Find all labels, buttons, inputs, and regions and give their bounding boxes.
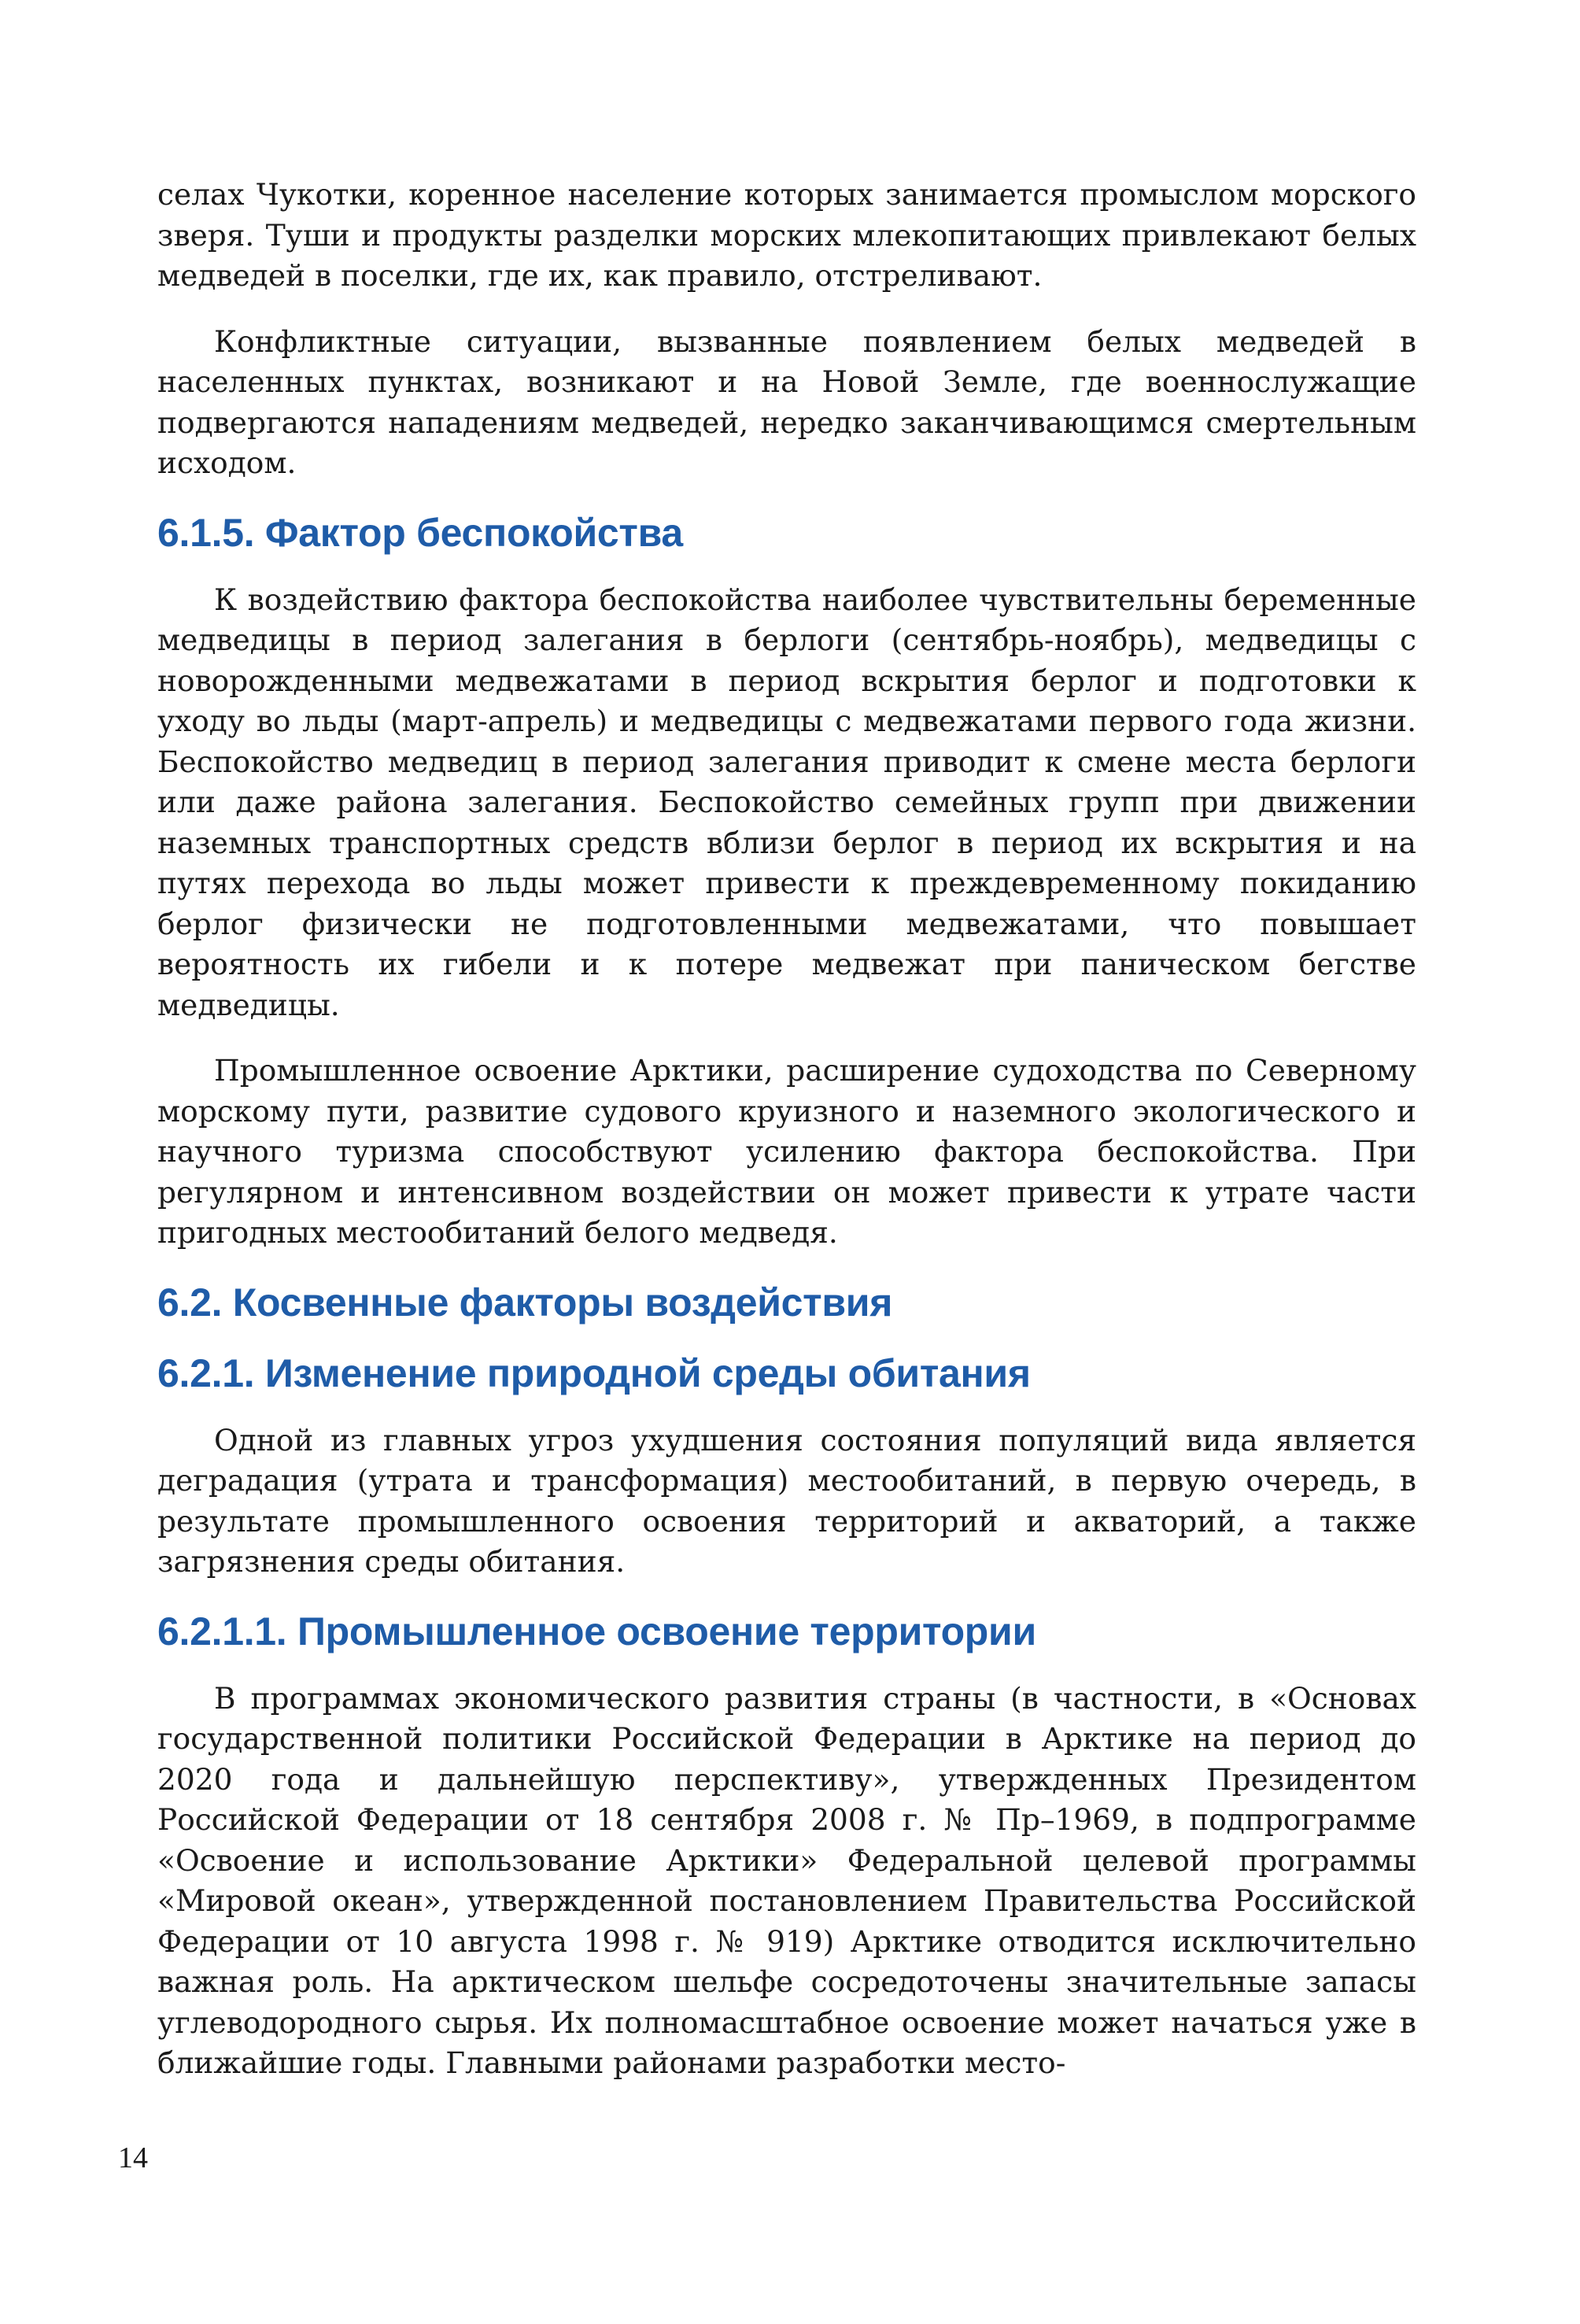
paragraph-habitat-degradation: Одной из главных угроз ухудшения состояния популяций вида является деградация (утрата и трансформация) местообитаний, в первую очередь, в результате промышленного освоения территорий и акваторий, а также загрязнения среды обитания. [157,1422,1416,1579]
paragraph-disturbance-factor: К воздействию фактора беспокойства наиболее чувствительны беременные медведицы в период залегания в берлоги (сентябрь-ноябрь), медведицы с новорожденными медвежатами в период вскрытия берлог и подготовки к уходу во льды (март-апрель) и медведицы с медвежатами первого года жизни. Беспокойство медведиц в период залегания приводит к смене места берлоги или даже района залегания. Беспокойство семейных групп при движении наземных транспортных средств вблизи берлог в период их вскрытия и на путях перехода во льды может привести к преждевременному покиданию берлог физически не подготовленными медвежатами, что повышает вероятность их гибели и к потере медвежат при паническом бегстве медведицы. [157,582,1416,1022]
heading-6-1-5: 6.1.5. Фактор беспокойства [157,510,683,555]
paragraph-economic-programs: В программах экономического развития страны (в частности, в «Основах государственной политики Российской Федерации в Арктике на период до 2020 года и дальнейшую перспективу», утвержденных Президентом Российской Федерации от 18 сентября 2008 г. № Пр–1969, в подпрограмме «Освоение и использование Арктики» Федеральной целевой программы «Мировой океан», утвержденной постановлением Правительства Российской Федерации от 10 августа 1998 г. № 919) Арктике отводится исключительно важная роль. На арктическом шельфе сосредоточены значительные запасы углеводородного сырья. Их полномасштабное освоение может начаться уже в ближайшие годы. Главными районами разработки место- [157,1680,1416,2080]
paragraph-conflict-situations: Конфликтные ситуации, вызванные появлением белых медведей в населенных пунктах, возникают и на Новой Земле, где военнослужащие подвергаются нападениям медведей, нередко заканчивающимся смертельным исходом. [157,323,1416,480]
heading-6-2: 6.2. Косвенные факторы воздействия [157,1280,893,1325]
heading-6-2-1: 6.2.1. Изменение природной среды обитания [157,1350,1031,1395]
page-number: 14 [118,2141,148,2174]
paragraph-continuation: селах Чукотки, коренное население которых занимается промыслом морского зверя. Туши и продукты разделки морских млекопитающих привлекают белых медведей в поселки, где их, как правило, отстреливают. [157,177,1416,293]
heading-6-2-1-1: 6.2.1.1. Промышленное освоение территории [157,1609,1036,1653]
page-content [157,175,1416,2109]
paragraph-industrial-development: Промышленное освоение Арктики, расширение судоходства по Северному морскому пути, развитие судового круизного и наземного экологического и научного туризма способствуют усилению фактора беспокойства. При регулярном и интенсивном воздействии он может привести к утрате части пригодных местообитаний белого медведя. [157,1053,1416,1250]
